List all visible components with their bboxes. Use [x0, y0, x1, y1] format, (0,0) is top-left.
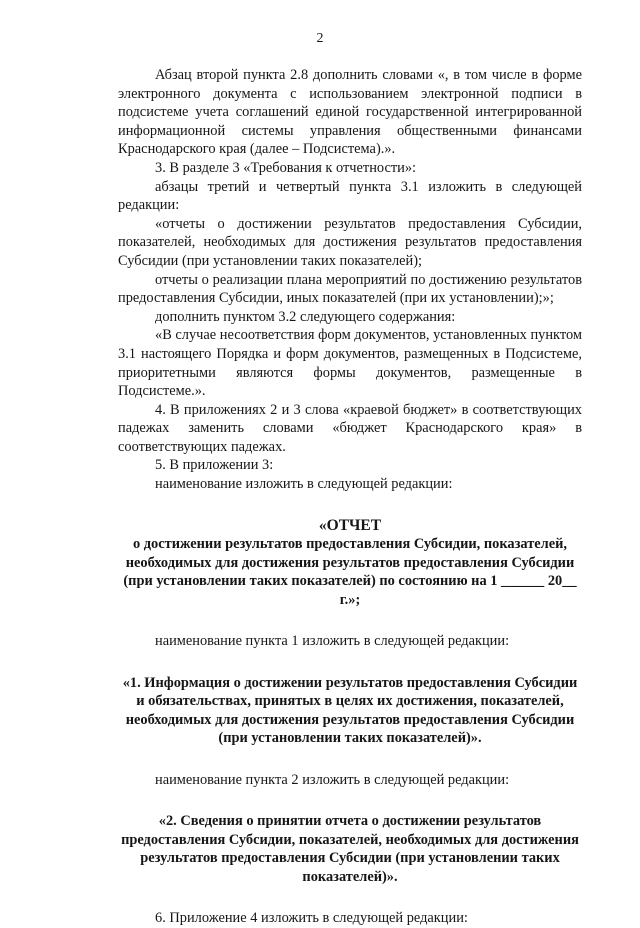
report-heading-line: о достижении результатов предоставления Субсидии, показателей,: [132, 536, 568, 553]
paragraph-3-2-text: «В случае несоответствия форм документов, установленных пунктом 3.1 настоящего Порядка и форм документов, размещенных в Подсистеме, приоритетными являются формы документов, размещенные в Подсистеме.».: [118, 327, 582, 400]
item1-heading-line: «1. Информация о достижении результатов предоставления Субсидии: [122, 674, 578, 691]
paragraph-name-intro: наименование изложить в следующей редакции:: [155, 476, 453, 493]
item1-heading-line: необходимых для достижения результатов предоставления Субсидии: [125, 711, 575, 728]
item2-heading-line: результатов предоставления Субсидии (при установлении таких: [140, 850, 560, 867]
item2-intro: наименование пункта 2 изложить в следующей редакции:: [155, 771, 510, 788]
paragraph-section-3: 3. В разделе 3 «Требования к отчетности»:: [155, 159, 417, 176]
paragraph-appendices-2-3: 4. В приложениях 2 и 3 слова «краевой бюджет» в соответствующих падежах заменить словами «бюджет Краснодарского края» в соответствующих падежах.: [118, 401, 582, 455]
report-title: «ОТЧЕТ: [318, 516, 382, 534]
paragraph-3-2-intro: дополнить пунктом 3.2 следующего содержания:: [155, 308, 456, 325]
report-heading-line: необходимых для достижения результатов предоставления Субсидии: [125, 554, 575, 571]
paragraph-appendix-3: 5. В приложении 3:: [155, 457, 274, 474]
report-heading: [118, 517, 582, 610]
item1-intro: наименование пункта 1 изложить в следующей редакции:: [155, 633, 510, 650]
item1-heading-line: и обязательствах, принятых в целях их достижения, показателей,: [136, 693, 564, 710]
report-heading-line: (при установлении таких показателей) по состоянию на 1 ______ 20__ г.»;: [123, 573, 577, 608]
page-number: 2: [316, 31, 324, 46]
item2-heading: [118, 812, 582, 886]
paragraph-2-8-amendment: Абзац второй пункта 2.8 дополнить словами «, в том числе в форме электронного документа с использованием электронной подписи в подсистеме учета соглашений единой государственной интегрированной информационной системы управления общественными финансами Краснодарского края (далее – Подсистема).».: [118, 67, 582, 158]
paragraph-3-1-intro: абзацы третий и четвертый пункта 3.1 изложить в следующей редакции:: [118, 178, 582, 214]
item2-heading-line: предоставления Субсидии, показателей, необходимых для достижения: [121, 831, 579, 848]
item1-heading-line: (при установлении таких показателей)».: [218, 730, 482, 747]
document-body: [118, 66, 582, 928]
item2-heading-line: «2. Сведения о принятии отчета о достижении результатов: [158, 813, 542, 830]
paragraph-reports-plan: отчеты о реализации плана мероприятий по достижению результатов предоставления Субсидии, иных показателей (при их установлении);»;: [118, 271, 582, 307]
item1-heading: [118, 674, 582, 748]
paragraph-reports-achievement: «отчеты о достижении результатов предоставления Субсидии, показателей, необходимых для достижения результатов предоставления Субсидии (при установлении таких показателей);: [118, 215, 582, 269]
item2-heading-line: показателей)».: [302, 868, 398, 885]
paragraph-appendix-4: 6. Приложение 4 изложить в следующей редакции:: [155, 910, 468, 927]
